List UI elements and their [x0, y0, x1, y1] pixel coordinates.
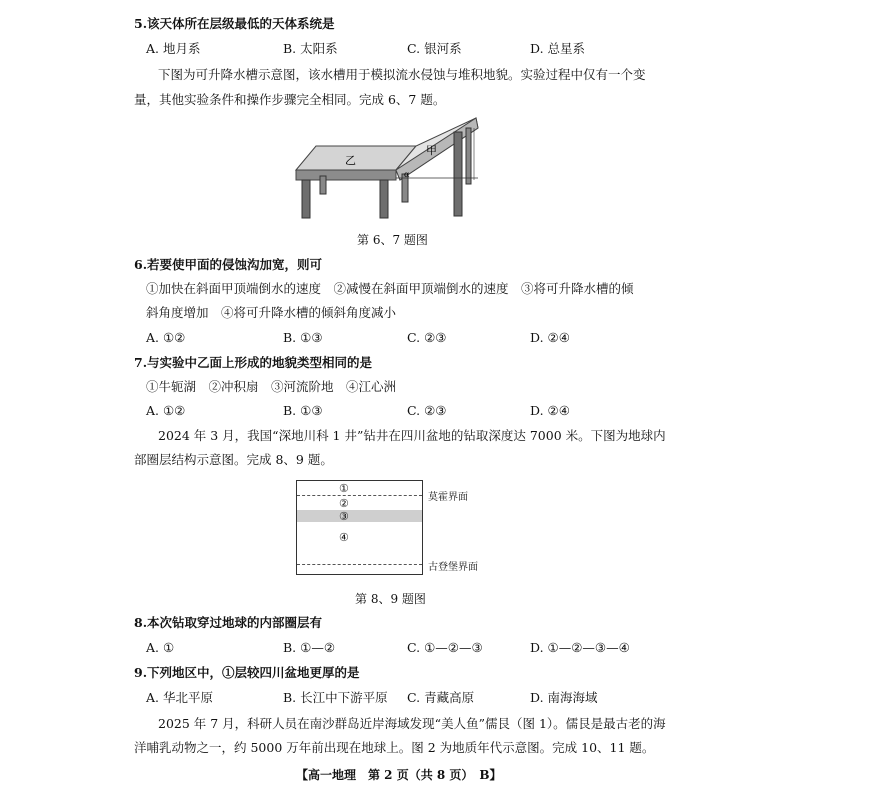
intro-1011-line1: 2025 年 7 月，科研人员在南沙群岛近岸海域发现“美人鱼”儒艮（图 1）。儒艮是最古老的海 [158, 716, 666, 731]
layer-2-label: ② [339, 497, 349, 510]
label-jia: 甲 [426, 144, 437, 157]
figure-89-caption: 第 8、9 题图 [355, 592, 426, 606]
q7-option-b: B. ①③ [283, 403, 323, 418]
q7-line1: ①牛轭湖 ②冲积扇 ③河流阶地 ④江心洲 [146, 379, 397, 394]
layer-3-label: ③ [339, 510, 349, 523]
q8-option-a: A. ① [146, 640, 175, 655]
q9-option-c: C. 青藏高原 [407, 690, 475, 705]
q6-option-b: B. ①③ [283, 330, 323, 345]
intro-67-line1: 下图为可升降水槽示意图，该水槽用于模拟流水侵蚀与堆积地貌。实验过程中仅有一个变 [158, 67, 646, 82]
moho-boundary [297, 495, 422, 496]
intro-1011-line2: 洋哺乳动物之一，约 5000 万年前出现在地球上。图 2 为地质年代示意图。完成 10、11 题。 [134, 740, 655, 755]
q9-option-a: A. 华北平原 [146, 690, 213, 705]
intro-67-line2: 量，其他实验条件和操作步骤完全相同。完成 6、7 题。 [134, 92, 446, 107]
gutenberg-boundary [297, 564, 422, 565]
q6-line2: 斜角度增加 ④将可升降水槽的倾斜角度减小 [146, 305, 397, 320]
tank-figure [288, 114, 484, 220]
label-yi: 乙 [345, 154, 356, 167]
surface-yi [296, 146, 416, 170]
q6-line1: ①加快在斜面甲顶端倒水的速度 ②减慢在斜面甲顶端倒水的速度 ③将可升降水槽的倾 [146, 281, 634, 296]
q5-stem: 5.该天体所在层级最低的天体系统是 [134, 16, 335, 31]
q7-option-c: C. ②③ [407, 403, 447, 418]
moho-label: 莫霍界面 [428, 492, 468, 503]
q6-stem: 6.若要使甲面的侵蚀沟加宽，则可 [134, 257, 323, 272]
q7-option-a: A. ①② [146, 403, 186, 418]
q5-option-a: A. 地月系 [146, 41, 201, 56]
q8-option-b: B. ①—② [283, 640, 336, 655]
q7-option-d: D. ②④ [530, 403, 570, 418]
q5-option-d: D. 总星系 [530, 41, 586, 56]
q5-option-b: B. 太阳系 [283, 41, 338, 56]
q5-option-c: C. 银河系 [407, 41, 462, 56]
q7-stem: 7.与实验中乙面上形成的地貌类型相同的是 [134, 355, 373, 370]
layer-4-label: ④ [339, 531, 349, 544]
q6-option-d: D. ②④ [530, 330, 570, 345]
q8-stem: 8.本次钻取穿过地球的内部圈层有 [134, 615, 323, 630]
gutenberg-label: 古登堡界面 [428, 562, 478, 573]
q6-option-a: A. ①② [146, 330, 186, 345]
page-footer: 【高一地理 第 2 页（共 8 页） B】 [296, 768, 502, 782]
q9-option-b: B. 长江中下游平原 [283, 690, 388, 705]
layer-3-band [297, 510, 422, 522]
q9-option-d: D. 南海海域 [530, 690, 598, 705]
intro-89-line1: 2024 年 3 月，我国“深地川科 1 井”钻井在四川盆地的钻取深度达 7000 米。下图为地球内 [158, 428, 666, 443]
figure-67-caption: 第 6、7 题图 [357, 233, 428, 247]
intro-89-line2: 部圈层结构示意图。完成 8、9 题。 [134, 452, 333, 467]
q9-stem: 9.下列地区中，①层较四川盆地更厚的是 [134, 665, 360, 680]
q8-option-d: D. ①—②—③—④ [530, 640, 630, 655]
label-alpha: α [404, 170, 410, 179]
layer-1-label: ① [339, 482, 349, 495]
earth-layers-figure [296, 480, 423, 575]
q6-option-c: C. ②③ [407, 330, 447, 345]
q8-option-c: C. ①—②—③ [407, 640, 483, 655]
